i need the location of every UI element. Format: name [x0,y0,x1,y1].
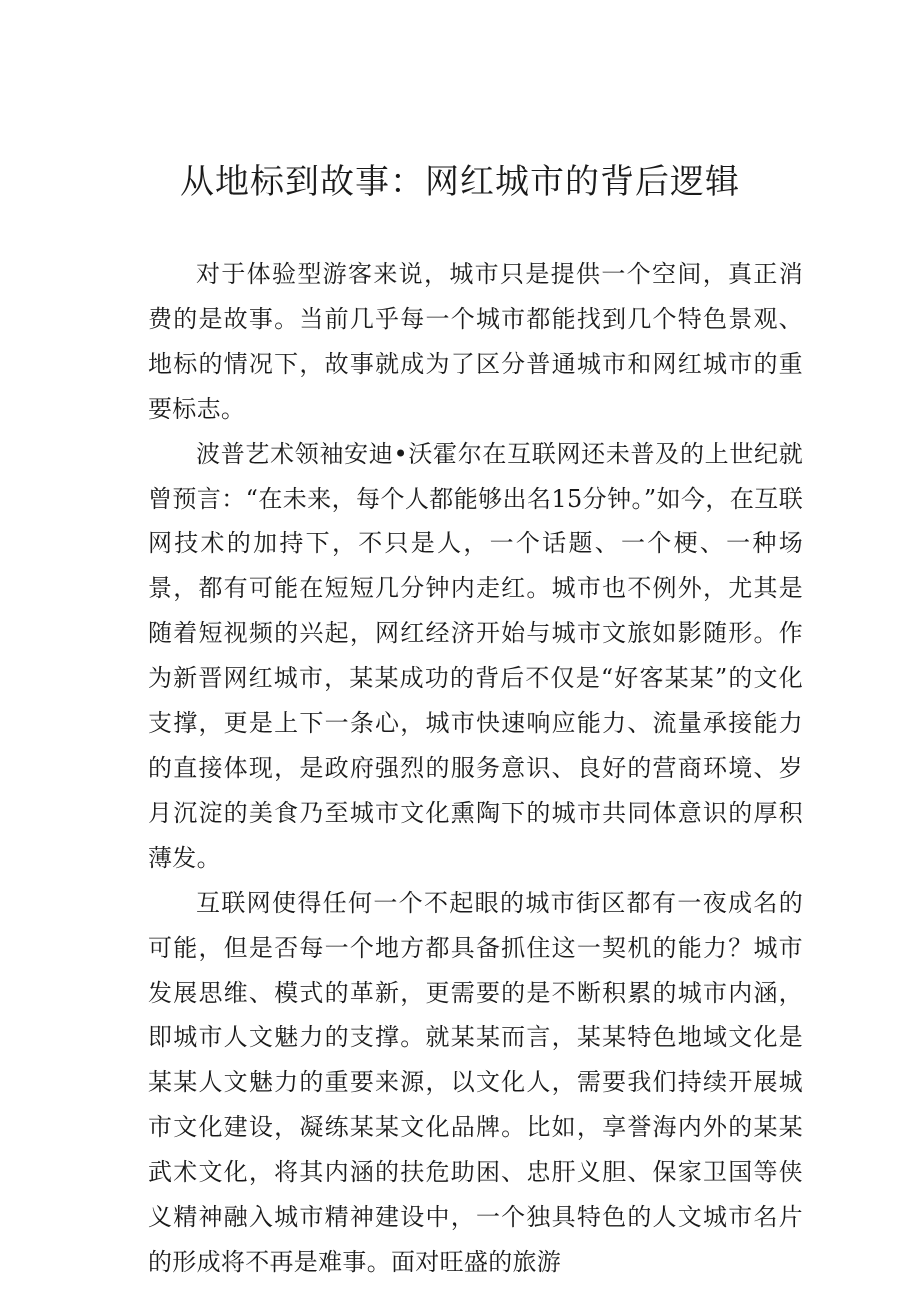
document-title: 从地标到故事：网红城市的背后逻辑 [180,162,740,202]
paragraph-1: 对于体验型游客来说，城市只是提供一个空间，真正消费的是故事。当前几乎每一个城市都能找到几个特色景观、地标的情况下，故事就成为了区分普通城市和网红城市的重要标志。 [148,260,803,423]
paragraph-3: 互联网使得任何一个不起眼的城市街区都有一夜成名的可能，但是否每一个地方都具备抓住这一契机的能力？城市发展思维、模式的革新，更需要的是不断积累的城市内涵，即城市人文魅力的支撑。就某某而言，某某特色地域文化是某某人文魅力的重要来源，以文化人，需要我们持续开展城市文化建设，凝练某某文化品牌。比如，享誉海内外的某某武术文化，将其内涵的扶危助困、忠肝义胆、保家卫国等侠义精神融入城市精神建设中，一个独具特色的人文城市名片的形成将不再是难事。面对旺盛的旅游 [148,888,803,1276]
paragraph-2: 波普艺术领袖安迪•沃霍尔在互联网还未普及的上世纪就曾预言：“在未来，每个人都能够出名15分钟。”如今，在互联网技术的加持下，不只是人，一个话题、一个梗、一种场景，都有可能在短短几分钟内走红。城市也不例外，尤其是随着短视频的兴起，网红经济开始与城市文旅如影随形。作为新晋网红城市，某某成功的背后不仅是“好客某某”的文化支撑，更是上下一条心，城市快速响应能力、流量承接能力的直接体现，是政府强烈的服务意识、良好的营商环境、岁月沉淀的美食乃至城市文化熏陶下的城市共同体意识的厚积薄发。 [148,439,803,872]
document-body [148,252,803,1285]
